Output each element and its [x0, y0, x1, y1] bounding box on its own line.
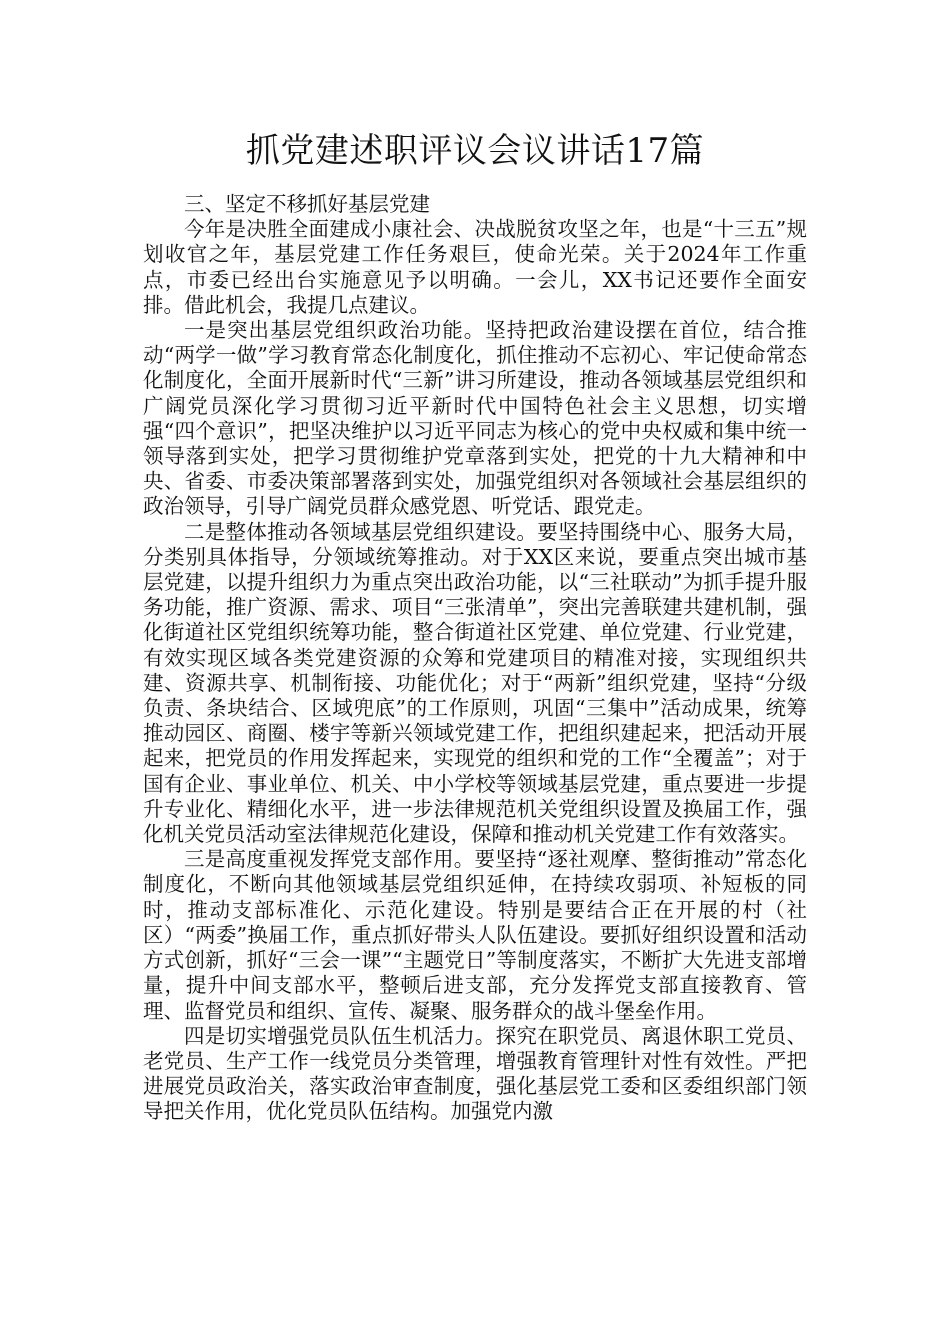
paragraph-point-3: 三是高度重视发挥党支部作用。要坚持“逐社观摩、整街推动”常态化制度化，不断向其他领域基层党组织延伸，在持续攻弱项、补短板的同时，推动支部标准化、示范化建设。特别是要结合正在开展的村（社区）“两委”换届工作，重点抓好带头人队伍建设。要抓好组织设置和活动方式创新，抓好“三会一课”“主题党日”等制度落实，不断扩大先进支部增量，提升中间支部水平，整顿后进支部，充分发挥党支部直接教育、管理、监督党员和组织、宣传、凝聚、服务群众的战斗堡垒作用。 [143, 847, 807, 1023]
paragraph-intro: 今年是决胜全面建成小康社会、决战脱贫攻坚之年，也是“十三五”规划收官之年，基层党建工作任务艰巨，使命光荣。关于2024年工作重点，市委已经出台实施意见予以明确。一会儿，XX书记还要作全面安排。借此机会，我提几点建议。 [143, 217, 807, 317]
paragraph-point-2: 二是整体推动各领域基层党组织建设。要坚持围绕中心、服务大局，分类别具体指导，分领域统筹推动。对于XX区来说，要重点突出城市基层党建，以提升组织力为重点突出政治功能，以“三社联动”为抓手提升服务功能，推广资源、需求、项目“三张清单”，突出完善联建共建机制，强化街道社区党组织统筹功能，整合街道社区党建、单位党建、行业党建，有效实现区域各类党建资源的众筹和党建项目的精准对接，实现组织共建、资源共享、机制衔接、功能优化；对于“两新”组织党建，坚持“分级负责、条块结合、区域兜底”的工作原则，巩固“三集中”活动成果，统筹推动园区、商圈、楼宇等新兴领域党建工作，把组织建起来，把活动开展起来，把党员的作用发挥起来，实现党的组织和党的工作“全覆盖”；对于国有企业、事业单位、机关、中小学校等领域基层党建，重点要进一步提升专业化、精细化水平，进一步法律规范机关党组织设置及换届工作，强化机关党员活动室法律规范化建设，保障和推动机关党建工作有效落实。 [143, 519, 807, 847]
document-title: 抓党建述职评议会议讲话17篇 [245, 131, 705, 171]
section-heading: 三、坚定不移抓好基层党建 [184, 192, 430, 216]
paragraph-point-1: 一是突出基层党组织政治功能。坚持把政治建设摆在首位，结合推动“两学一做”学习教育常态化制度化，抓住推动不忘初心、牢记使命常态化制度化，全面开展新时代“三新”讲习所建设，推动各领域基层党组织和广阔党员深化学习贯彻习近平新时代中国特色社会主义思想，切实增强“四个意识”，把坚决维护以习近平同志为核心的党中央权威和集中统一领导落到实处，把学习贯彻维护党章落到实处，把党的十九大精神和中央、省委、市委决策部署落到实处，加强党组织对各领域社会基层组织的政治领导，引导广阔党员群众感党恩、听党话、跟党走。 [143, 318, 807, 519]
document-page [143, 122, 807, 1125]
paragraph-point-4: 四是切实增强党员队伍生机活力。探究在职党员、离退休职工党员、老党员、生产工作一线党员分类管理，增强教育管理针对性有效性。严把进展党员政治关，落实政治审查制度，强化基层党工委和区委组织部门领导把关作用，优化党员队伍结构。加强党内激 [143, 1023, 807, 1124]
